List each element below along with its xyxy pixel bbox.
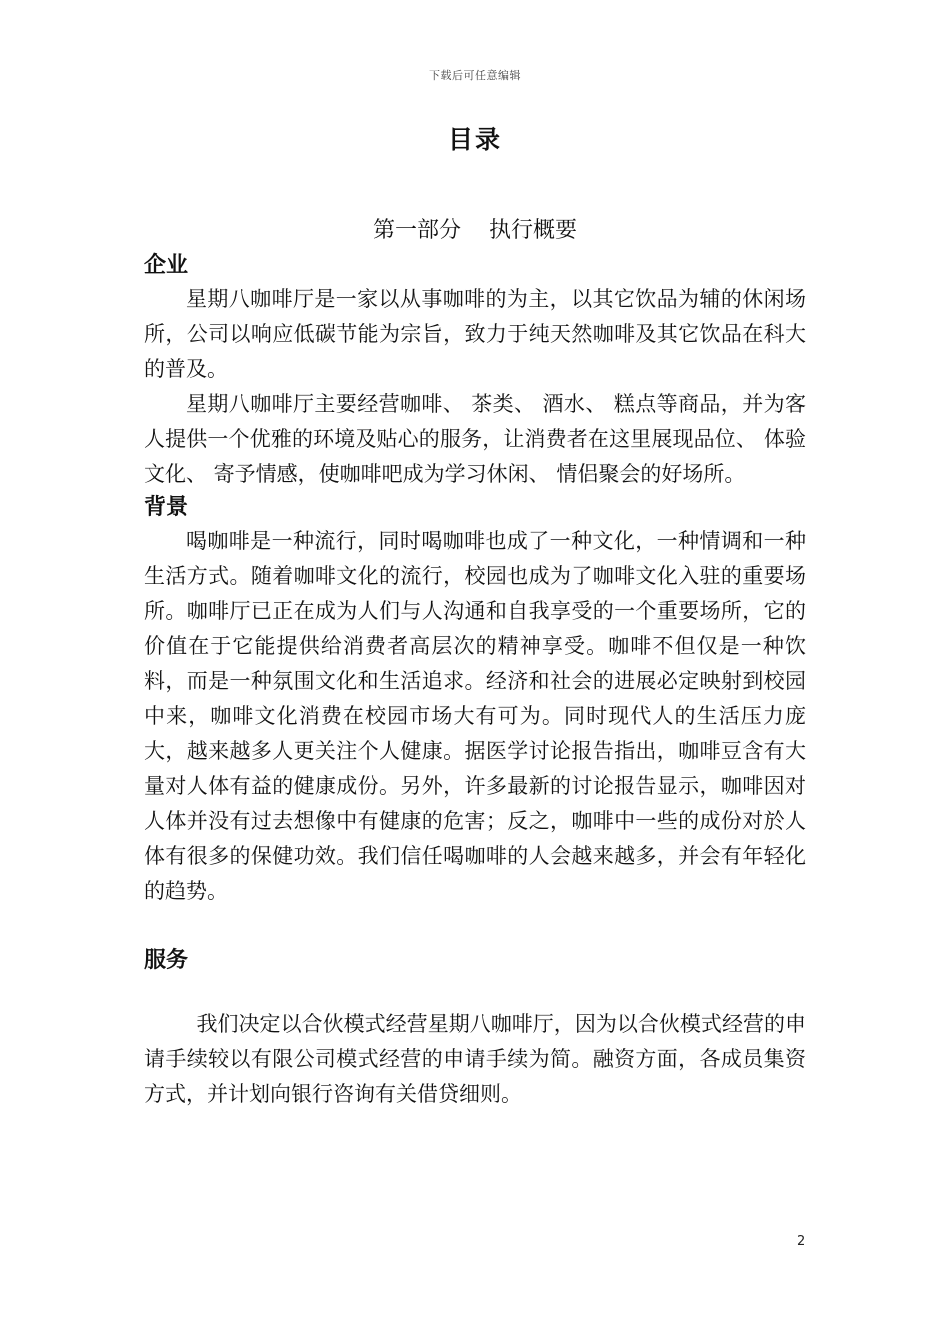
- document-title: 目录: [447, 125, 502, 154]
- section-heading: 服务: [144, 948, 189, 973]
- section-background: [144, 492, 806, 909]
- page-header-note: 下载后可任意编辑: [429, 69, 521, 82]
- section-heading: 企业: [144, 253, 189, 278]
- spacer: [144, 977, 806, 1007]
- page-number: 2: [797, 1234, 806, 1249]
- paragraph: 喝咖啡是一种流行，同时喝咖啡也成了一种文化，一种情调和一种生活方式。随着咖啡文化的流行，校园也成为了咖啡文化入驻的重要场所。咖啡厅已正在成为人们与人沟通和自我享受的一个重要场所，它的价值在于它能提供给消费者高层次的精神享受。咖啡不但仅是一种饮料，而是一种氛围文化和生活追求。经济和社会的进展必定映射到校园中来，咖啡文化消费在校园市场大有可为。同时现代人的生活压力庞大，越来越多人更关注个人健康。据医学讨论报告指出，咖啡豆含有大量对人体有益的健康成份。另外，许多最新的讨论报告显示，咖啡因对人体并没有过去想像中有健康的危害；反之，咖啡中一些的成份对於人体有很多的保健功效。我们信任喝咖啡的人会越来越多，并会有年轻化的趋势。: [144, 529, 806, 903]
- part-title: 第一部分 执行概要: [373, 218, 577, 243]
- section-heading: 背景: [144, 495, 189, 520]
- section-service: [144, 945, 806, 1112]
- paragraph: 星期八咖啡厅主要经营咖啡、 茶类、 酒水、 糕点等商品，并为客人提供一个优雅的环境及贴心的服务，让消费者在这里展现品位、 体验文化、 寄予情感，使咖啡吧成为学习休闲、 情侣聚会的好场所。: [144, 392, 806, 486]
- section-enterprise: [144, 250, 806, 492]
- paragraph: 我们决定以合伙模式经营星期八咖啡厅，因为以合伙模式经营的申请手续较以有限公司模式经营的申请手续为简。融资方面，各成员集资方式，并计划向银行咨询有关借贷细则。: [144, 1012, 806, 1106]
- document-body: [144, 250, 806, 1112]
- paragraph: 星期八咖啡厅是一家以从事咖啡的为主，以其它饮品为辅的休闲场所，公司以响应低碳节能为宗旨，致力于纯天然咖啡及其它饮品在科大的普及。: [144, 287, 806, 381]
- spacer: [144, 909, 806, 945]
